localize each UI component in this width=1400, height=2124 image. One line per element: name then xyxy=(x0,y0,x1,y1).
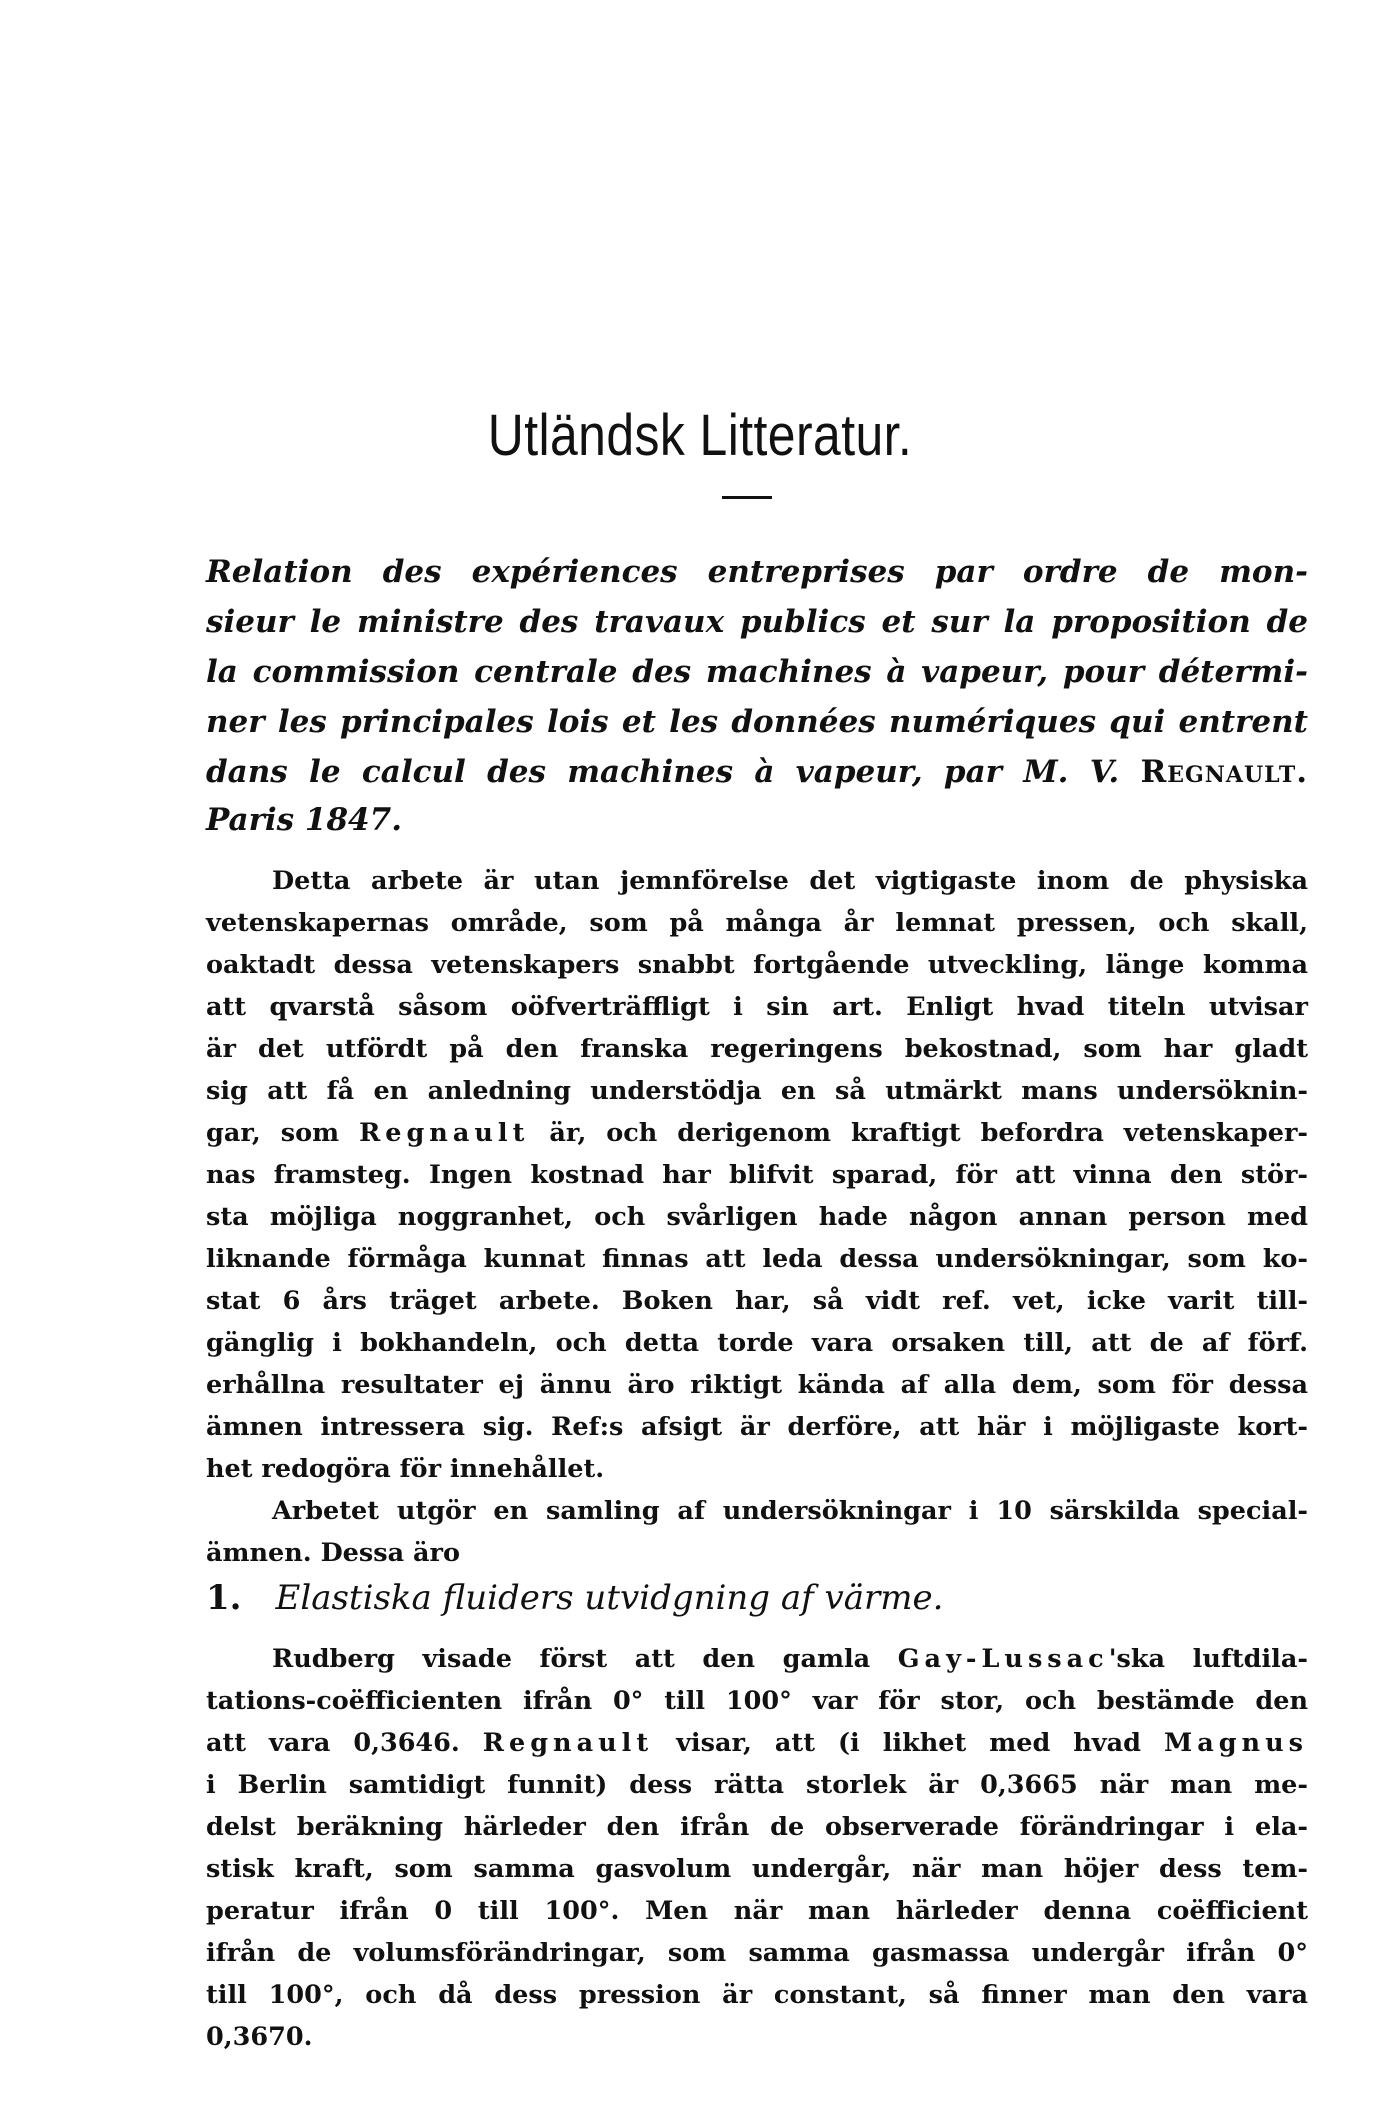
paragraph-line: stisk kraft, som samma gasvolum undergår, när man höjer dess tem- xyxy=(206,1854,1308,1884)
paragraph-line: är det utfördt på den franska regeringens bekostnad, som har gladt xyxy=(206,1034,1308,1064)
line-text: visar, att (i likhet med hvad xyxy=(676,1728,1141,1758)
paragraph-line: tations-coëfficienten ifrån 0° till 100° var för stor, och bestämde den xyxy=(206,1686,1308,1716)
paragraph-line: gänglig i bokhandeln, och detta torde vara orsaken till, att de af förf. xyxy=(206,1328,1308,1358)
citation-line xyxy=(206,748,1308,796)
paragraph-line: peratur ifrån 0 till 100°. Men när man härleder denna coëfficient xyxy=(206,1896,1308,1926)
line-text: att vara 0,3646. xyxy=(206,1728,460,1758)
paragraph-line: oaktadt dessa vetenskapers snabbt fortgående utveckling, länge komma xyxy=(206,950,1308,980)
paragraph-line: liknande förmåga kunnat finnas att leda dessa undersökningar, som ko- xyxy=(206,1244,1308,1274)
heading-rule xyxy=(722,496,772,499)
paragraph-line: Arbetet utgör en samling af undersökningar i 10 särskilda special- xyxy=(272,1496,1308,1526)
paragraph-line: het redogöra för innehållet. xyxy=(206,1454,605,1484)
paragraph-line xyxy=(206,1112,1308,1154)
citation-line: Relation des expériences entreprises par ordre de mon- xyxy=(206,554,1308,590)
paragraph-line: sig att få en anledning understödja en så utmärkt mans undersöknin- xyxy=(206,1076,1308,1106)
paragraph-line: erhållna resultater ej ännu äro riktigt kända af alla dem, som för dessa xyxy=(206,1370,1308,1400)
citation-text: dans le calcul des machines à vapeur, par M. V. xyxy=(206,754,1120,790)
paragraph-line xyxy=(272,1638,1308,1680)
page-heading: Utländsk Litteratur. xyxy=(487,403,913,468)
section-title: Elastiska fluiders utvidgning af värme. xyxy=(275,1578,944,1618)
paragraph-line: ifrån de volumsförändringar, som samma gasmassa undergår ifrån 0° xyxy=(206,1938,1308,1968)
paragraph-line: delst beräkning härleder den ifrån de observerade förändringar i ela- xyxy=(206,1812,1308,1842)
paragraph-line: att qvarstå såsom oöfverträffligt i sin art. Enligt hvad titeln utvisar xyxy=(206,992,1308,1022)
line-text: Rudberg visade först att den gamla xyxy=(272,1644,871,1674)
citation-place-year: Paris 1847. xyxy=(206,802,402,838)
citation-author: Regnault. xyxy=(1140,754,1308,790)
line-text: är, och derigenom kraftigt befordra vetenskaper- xyxy=(549,1118,1308,1148)
spaced-name: Regnault xyxy=(359,1118,530,1148)
paragraph-line: vetenskapernas område, som på många år lemnat pressen, och skall, xyxy=(206,908,1308,938)
line-text: 'ska luftdila- xyxy=(1108,1644,1308,1674)
citation-line: sieur le ministre des travaux publics et sur la proposition de xyxy=(206,604,1308,640)
paragraph-line: till 100°, och då dess pression är constant, så finner man den vara xyxy=(206,1980,1308,2010)
spaced-name: Gay-Lussac xyxy=(897,1644,1109,1674)
citation-line: la commission centrale des machines à vapeur, pour détermi- xyxy=(206,654,1308,690)
paragraph-line: sta möjliga noggranhet, och svårligen hade någon annan person med xyxy=(206,1202,1308,1232)
spaced-name: Regnault xyxy=(482,1728,654,1758)
spaced-name: Magnus xyxy=(1163,1728,1308,1758)
section-heading xyxy=(206,1572,943,1624)
paragraph-line: ämnen. Dessa äro xyxy=(206,1538,460,1568)
paragraph-line: 0,3670. xyxy=(206,2022,313,2052)
paragraph-line: Detta arbete är utan jemnförelse det vigtigaste inom de physiska xyxy=(272,866,1308,896)
section-number: 1. xyxy=(206,1578,242,1618)
paragraph-line: i Berlin samtidigt funnit) dess rätta storlek är 0,3665 när man me- xyxy=(206,1770,1308,1800)
paragraph-line: ämnen intressera sig. Ref:s afsigt är derföre, att här i möjligaste kort- xyxy=(206,1412,1308,1442)
paragraph-line: nas framsteg. Ingen kostnad har blifvit sparad, för att vinna den stör- xyxy=(206,1160,1308,1190)
citation-line: ner les principales lois et les données numériques qui entrent xyxy=(206,704,1308,740)
paragraph-line: stat 6 års träget arbete. Boken har, så vidt ref. vet, icke varit till- xyxy=(206,1286,1308,1316)
line-text: gar, som xyxy=(206,1118,340,1148)
paragraph-line xyxy=(206,1722,1308,1764)
